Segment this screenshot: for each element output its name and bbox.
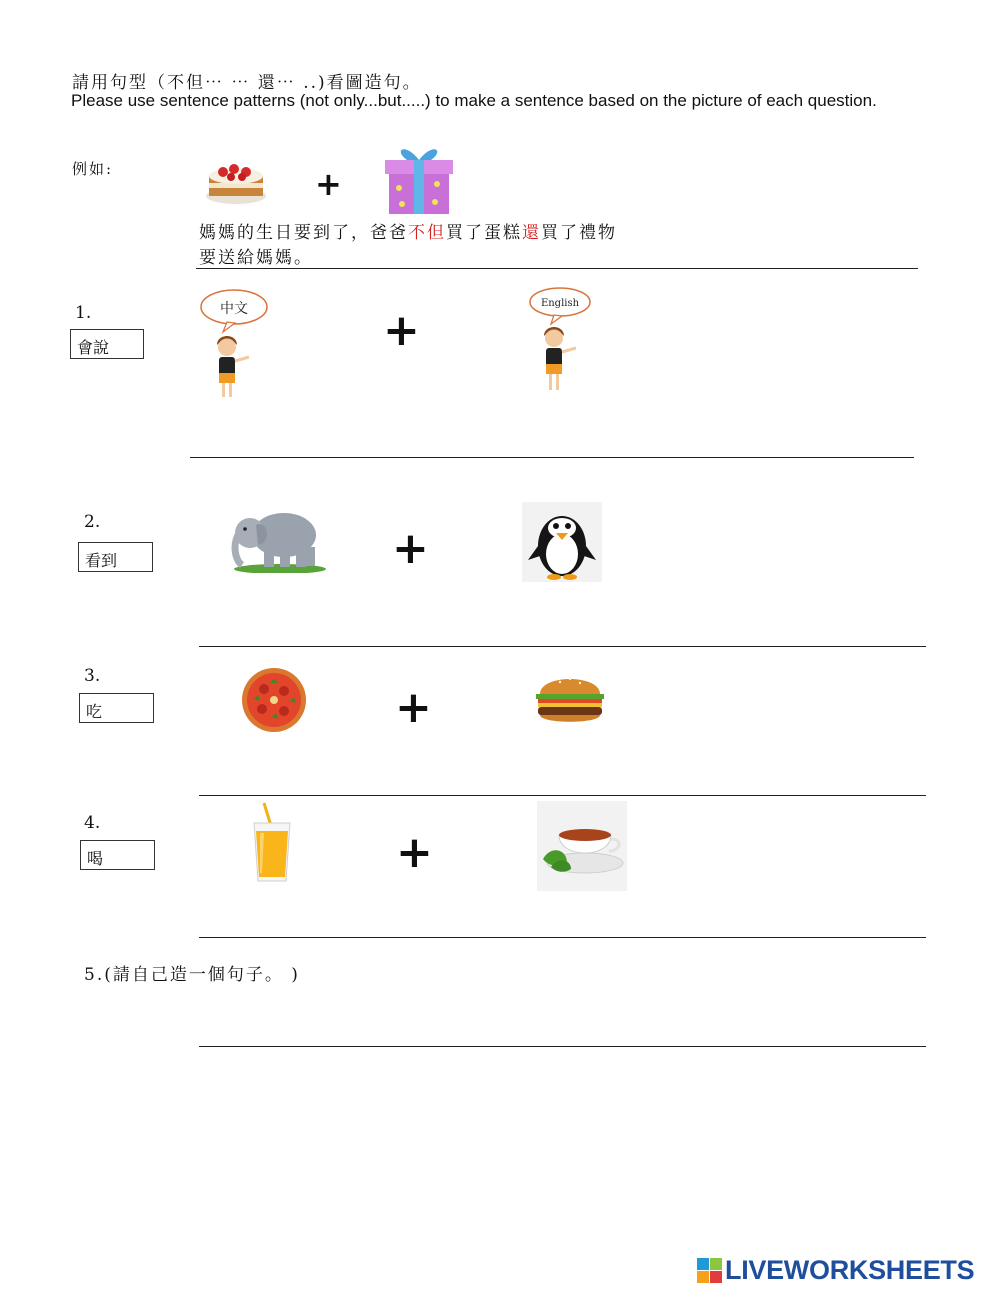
example-label: 例如: (72, 160, 114, 178)
bubble-text-english: English (540, 298, 580, 309)
gift-image (377, 138, 461, 218)
liveworksheets-wordmark: LIVEWORKSHEETS (725, 1255, 975, 1285)
example-sentence-part2: 買了蛋糕 (446, 223, 522, 243)
penguin-image (522, 502, 602, 582)
tea-cup-image (537, 801, 627, 891)
cake-image (201, 150, 271, 212)
question-4-keyword-box: 喝 (80, 840, 155, 870)
question-1-keyword-box: 會說 (70, 329, 144, 359)
question-2-number: 2. (84, 512, 101, 532)
pizza-image (240, 667, 308, 733)
question-3-keyword-box: 吃 (79, 693, 154, 723)
keyword-budan: 不但 (408, 223, 446, 243)
example-sentence-line2: 要送給媽媽。 (199, 248, 313, 268)
plus-sign: + (396, 827, 433, 878)
liveworksheets-blocks-icon (697, 1258, 723, 1284)
answer-line-4[interactable] (199, 937, 926, 938)
plus-sign: + (315, 165, 342, 203)
answer-line-1[interactable] (190, 457, 914, 458)
question-2-keyword-box: 看到 (78, 542, 153, 572)
question-4-number: 4. (84, 813, 101, 833)
instruction-chinese: 請用句型（不但⋯ ⋯ 還⋯ ..)看圖造句。 (72, 73, 422, 93)
girl-speaking-english-image (526, 282, 594, 396)
plus-sign: + (392, 523, 429, 574)
answer-line-2[interactable] (199, 646, 926, 647)
hamburger-image (530, 670, 610, 726)
example-sentence-part1: 媽媽的生日要到了，爸爸 (199, 223, 408, 243)
answer-line-5[interactable] (199, 1046, 926, 1047)
orange-juice-image (242, 801, 302, 883)
bubble-text-chinese: 中文 (220, 301, 248, 317)
plus-sign: + (383, 305, 420, 356)
instruction-english: Please use sentence patterns (not only...but.....) to make a sentence based on the picture of each question. (71, 91, 877, 110)
plus-sign: + (395, 682, 432, 733)
liveworksheets-logo[interactable] (697, 1257, 993, 1285)
example-sentence-part3: 買了禮物 (541, 223, 617, 243)
girl-speaking-chinese-image (197, 287, 271, 401)
example-underline (196, 268, 918, 269)
answer-line-3[interactable] (199, 795, 926, 796)
question-3-number: 3. (84, 666, 101, 686)
keyword-hai: 還 (522, 223, 541, 243)
elephant-image (228, 503, 326, 573)
example-sentence (199, 218, 617, 243)
question-5-prompt: 5.(請自己造一個句子。 ) (84, 965, 300, 985)
question-1-number: 1. (75, 303, 92, 323)
